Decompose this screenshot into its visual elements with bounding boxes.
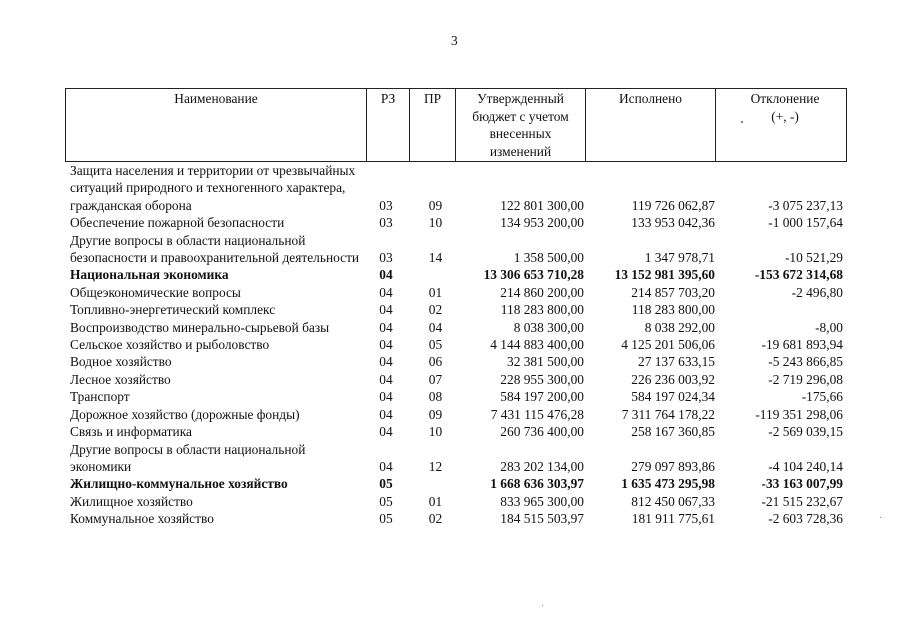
row-deviation: -2 719 296,08 [768,371,843,387]
row-name: Воспроизводство минерально-сырьевой базы [70,319,330,335]
row-executed: 4 125 201 506,06 [621,337,715,353]
row-pr: 09 [428,406,443,422]
header-deviation-line: Отклонение [750,91,820,106]
row-rz: 04 [379,406,393,422]
row-rz: 04 [379,302,393,318]
row-pr: 02 [428,511,443,527]
row-rz: 04 [379,458,393,474]
table-header [65,88,847,162]
table-row [65,423,849,440]
row-name: Коммунальное хозяйство [70,511,214,527]
table-row [65,336,849,353]
row-deviation: -3 075 237,13 [768,197,843,213]
row-executed: 1 635 473 295,98 [621,476,715,492]
row-pr: 09 [428,197,443,213]
row-pr [410,266,455,283]
table-row [65,319,849,336]
row-name: Связь и информатика [70,424,192,440]
row-rz: 05 [379,493,393,509]
row-pr: 10 [428,215,443,231]
row-executed: 279 097 893,86 [631,458,715,474]
row-name: Национальная экономика [70,267,229,283]
row-deviation: -5 243 866,85 [768,354,843,370]
row-deviation: -175,66 [801,389,843,405]
table-row [65,266,849,283]
row-deviation: -21 515 232,67 [761,493,843,509]
row-approved: 7 431 115 476,28 [490,406,584,422]
row-approved: 260 736 400,00 [500,424,584,440]
row-executed: 27 137 633,15 [638,354,715,370]
row-deviation: -2 603 728,36 [768,511,843,527]
row-rz: 04 [379,389,393,405]
row-pr: 07 [428,371,443,387]
table-row [65,284,849,301]
row-approved: 1 668 636 303,97 [490,476,584,492]
row-rz: 03 [379,197,393,213]
row-name: Водное хозяйство [70,354,172,370]
budget-table [65,162,849,528]
header-executed: Исполнено [586,89,716,162]
header-approved-line: изменений [489,143,552,159]
table-row [65,493,849,510]
table-row [65,301,849,318]
row-executed: 258 167 360,85 [631,424,715,440]
row-executed: 118 283 800,00 [631,302,715,318]
table-row [65,441,849,476]
row-deviation: -10 521,29 [784,250,843,266]
row-approved: 214 860 200,00 [500,284,584,300]
row-pr: 10 [428,424,443,440]
row-name: Другие вопросы в области национальной экономики [70,441,306,474]
row-approved: 228 955 300,00 [500,371,584,387]
header-approved [456,89,586,162]
row-deviation: -153 672 314,68 [754,267,843,283]
table-row [65,353,849,370]
row-approved: 283 202 134,00 [500,458,584,474]
row-rz: 03 [379,250,393,266]
row-executed: 7 311 764 178,22 [621,406,715,422]
row-deviation: -33 163 007,99 [761,476,843,492]
row-rz: 04 [379,267,393,283]
scan-speck [542,605,543,606]
row-pr [410,475,455,492]
row-executed: 214 857 703,20 [631,284,715,300]
row-name: Жилищное хозяйство [70,493,193,509]
row-deviation: -4 104 240,14 [768,458,843,474]
row-name: Дорожное хозяйство (дорожные фонды) [70,406,300,422]
table-row [65,406,849,423]
table-row [65,510,849,527]
page-number: 3 [451,33,458,48]
row-pr: 08 [428,389,443,405]
row-name: Топливно-энергетический комплекс [70,302,276,318]
header-pr: ПР [410,89,456,162]
row-approved: 8 038 300,00 [513,319,584,335]
row-approved: 13 306 653 710,28 [483,267,584,283]
table-row [65,214,849,231]
row-executed: 1 347 978,71 [644,250,715,266]
row-deviation: -19 681 893,94 [761,337,843,353]
row-executed: 812 450 067,33 [631,493,715,509]
table-row [65,475,849,492]
header-deviation [716,89,847,162]
row-approved: 1 358 500,00 [513,250,584,266]
header-approved-line: внесенных [489,126,552,141]
row-pr: 04 [428,319,443,335]
header-rz: РЗ [367,89,410,162]
row-deviation: -1 000 157,64 [768,215,843,231]
row-rz: 05 [379,476,393,492]
table-row [65,162,849,214]
row-pr: 01 [428,493,443,509]
row-pr: 06 [428,354,443,370]
row-approved: 122 801 300,00 [500,197,584,213]
row-executed: 133 953 042,36 [631,215,715,231]
row-executed: 119 726 062,87 [631,197,715,213]
row-approved: 134 953 200,00 [500,215,584,231]
row-deviation [717,301,849,318]
row-deviation: -2 569 039,15 [768,424,843,440]
row-deviation: -8,00 [815,319,843,335]
row-deviation: -2 496,80 [791,284,843,300]
row-name: Жилищно-коммунальное хозяйство [70,476,288,492]
table-row [65,388,849,405]
header-deviation-line: (+, -) [771,108,799,124]
row-name: Сельское хозяйство и рыболовство [70,337,270,353]
table-row [65,371,849,388]
row-name: Транспорт [70,389,130,405]
header-approved-line: Утвержденный [477,91,564,106]
row-rz: 04 [379,284,393,300]
row-approved: 32 381 500,00 [507,354,584,370]
row-executed: 8 038 292,00 [644,319,715,335]
row-name: Обеспечение пожарной безопасности [70,215,285,231]
row-deviation: -119 351 298,06 [755,406,843,422]
scan-speck [880,517,881,518]
row-rz: 04 [379,424,393,440]
row-approved: 4 144 883 400,00 [490,337,584,353]
row-rz: 04 [379,354,393,370]
row-pr: 02 [428,302,443,318]
row-pr: 05 [428,337,443,353]
row-name: Другие вопросы в области национальной безопасности и правоохранительной деятельности [70,232,360,266]
row-pr: 12 [428,458,443,474]
row-rz: 03 [379,215,393,231]
row-approved: 184 515 503,97 [500,511,584,527]
row-executed: 226 236 003,92 [631,371,715,387]
row-rz: 04 [379,337,393,353]
row-rz: 04 [379,371,393,387]
row-executed: 181 911 775,61 [631,511,715,527]
row-name: Общеэкономические вопросы [70,284,241,300]
header-name: Наименование [66,89,367,162]
row-rz: 04 [379,319,393,335]
row-approved: 118 283 800,00 [500,302,584,318]
row-name: Лесное хозяйство [70,371,171,387]
row-name: Защита населения и территории от чрезвычайных ситуаций природного и техногенного характера, гражданская оборона [70,163,356,213]
row-pr: 01 [428,284,443,300]
scan-speck [741,121,743,123]
row-executed: 13 152 981 395,60 [614,267,715,283]
row-executed: 584 197 024,34 [631,389,715,405]
row-rz: 05 [379,511,393,527]
header-approved-line: бюджет с учетом [472,108,569,124]
row-pr: 14 [428,250,443,266]
row-approved: 584 197 200,00 [500,389,584,405]
table-row [65,232,849,267]
row-approved: 833 965 300,00 [500,493,584,509]
